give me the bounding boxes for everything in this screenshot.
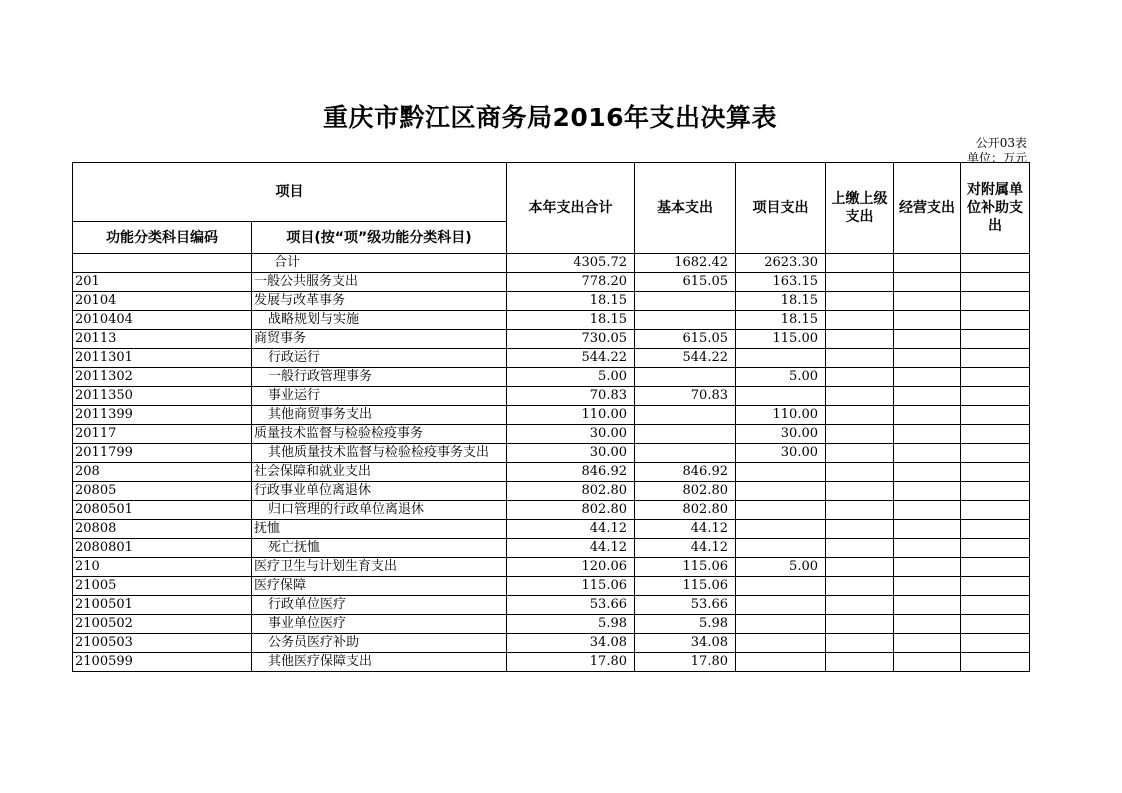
cell-upper <box>826 615 894 634</box>
cell-basic <box>635 406 736 425</box>
cell-total: 70.83 <box>507 387 635 406</box>
table-row <box>73 444 1030 463</box>
cell-upper <box>826 311 894 330</box>
cell-project <box>736 501 826 520</box>
cell-subsidiary <box>961 501 1030 520</box>
cell-project: 30.00 <box>736 425 826 444</box>
cell-name: 死亡抚恤 <box>252 539 507 558</box>
cell-basic <box>635 368 736 387</box>
cell-project: 30.00 <box>736 444 826 463</box>
cell-subsidiary <box>961 406 1030 425</box>
cell-upper <box>826 539 894 558</box>
cell-subsidiary <box>961 387 1030 406</box>
table-row <box>73 330 1030 349</box>
table-row <box>73 501 1030 520</box>
table-row <box>73 463 1030 482</box>
cell-name: 一般公共服务支出 <box>252 273 507 292</box>
cell-total: 5.98 <box>507 615 635 634</box>
cell-total: 44.12 <box>507 539 635 558</box>
table-row <box>73 425 1030 444</box>
cell-project: 5.00 <box>736 558 826 577</box>
cell-code: 2080801 <box>73 539 252 558</box>
page-title: 重庆市黔江区商务局2016年支出决算表 <box>322 103 778 132</box>
cell-name: 社会保障和就业支出 <box>252 463 507 482</box>
cell-business <box>894 577 961 596</box>
cell-basic <box>635 425 736 444</box>
cell-business <box>894 425 961 444</box>
table-row <box>73 520 1030 539</box>
cell-name: 商贸事务 <box>252 330 507 349</box>
cell-total: 802.80 <box>507 501 635 520</box>
table-row <box>73 387 1030 406</box>
header-code: 功能分类科目编码 <box>73 222 252 254</box>
cell-name: 合计 <box>252 254 507 273</box>
cell-total: 18.15 <box>507 311 635 330</box>
cell-upper <box>826 425 894 444</box>
cell-project: 2623.30 <box>736 254 826 273</box>
cell-business <box>894 596 961 615</box>
cell-project <box>736 653 826 672</box>
cell-code: 210 <box>73 558 252 577</box>
cell-basic: 802.80 <box>635 501 736 520</box>
cell-code: 201 <box>73 273 252 292</box>
cell-business <box>894 444 961 463</box>
cell-code: 20805 <box>73 482 252 501</box>
cell-total: 30.00 <box>507 425 635 444</box>
cell-business <box>894 539 961 558</box>
cell-total: 5.00 <box>507 368 635 387</box>
cell-name: 归口管理的行政单位离退休 <box>252 501 507 520</box>
header-business: 经营支出 <box>894 163 961 254</box>
cell-subsidiary <box>961 596 1030 615</box>
cell-basic <box>635 311 736 330</box>
cell-project: 115.00 <box>736 330 826 349</box>
cell-business <box>894 349 961 368</box>
cell-business <box>894 254 961 273</box>
cell-code: 2011799 <box>73 444 252 463</box>
cell-code: 2100599 <box>73 653 252 672</box>
cell-basic <box>635 292 736 311</box>
table-row <box>73 634 1030 653</box>
table-row <box>73 482 1030 501</box>
cell-total: 30.00 <box>507 444 635 463</box>
cell-business <box>894 292 961 311</box>
expenditure-table <box>72 162 1030 672</box>
cell-code <box>73 254 252 273</box>
cell-total: 44.12 <box>507 520 635 539</box>
cell-upper <box>826 463 894 482</box>
cell-upper <box>826 482 894 501</box>
header-item-group: 项目 <box>73 163 507 222</box>
cell-total: 730.05 <box>507 330 635 349</box>
cell-upper <box>826 577 894 596</box>
cell-upper <box>826 368 894 387</box>
cell-business <box>894 463 961 482</box>
cell-code: 2010404 <box>73 311 252 330</box>
cell-project: 18.15 <box>736 292 826 311</box>
cell-name: 战略规划与实施 <box>252 311 507 330</box>
cell-total: 846.92 <box>507 463 635 482</box>
cell-project <box>736 482 826 501</box>
cell-subsidiary <box>961 292 1030 311</box>
cell-total: 34.08 <box>507 634 635 653</box>
cell-business <box>894 273 961 292</box>
cell-project: 5.00 <box>736 368 826 387</box>
cell-code: 2100503 <box>73 634 252 653</box>
cell-total: 53.66 <box>507 596 635 615</box>
table-row <box>73 653 1030 672</box>
table-row <box>73 273 1030 292</box>
table-row <box>73 539 1030 558</box>
cell-code: 20113 <box>73 330 252 349</box>
cell-name: 医疗保障 <box>252 577 507 596</box>
cell-basic: 615.05 <box>635 273 736 292</box>
cell-code: 2100502 <box>73 615 252 634</box>
cell-basic: 1682.42 <box>635 254 736 273</box>
cell-project <box>736 615 826 634</box>
cell-subsidiary <box>961 330 1030 349</box>
cell-total: 778.20 <box>507 273 635 292</box>
cell-business <box>894 634 961 653</box>
cell-upper <box>826 501 894 520</box>
cell-name: 一般行政管理事务 <box>252 368 507 387</box>
header-subsidiary: 对附属单位补助支出 <box>961 163 1030 254</box>
cell-upper <box>826 406 894 425</box>
table-row <box>73 349 1030 368</box>
cell-upper <box>826 444 894 463</box>
cell-total: 4305.72 <box>507 254 635 273</box>
cell-total: 120.06 <box>507 558 635 577</box>
table-row <box>73 615 1030 634</box>
cell-upper <box>826 273 894 292</box>
cell-code: 20117 <box>73 425 252 444</box>
cell-business <box>894 558 961 577</box>
cell-total: 18.15 <box>507 292 635 311</box>
header-project: 项目支出 <box>736 163 826 254</box>
cell-code: 21005 <box>73 577 252 596</box>
cell-code: 2100501 <box>73 596 252 615</box>
cell-project: 163.15 <box>736 273 826 292</box>
header-name: 项目(按“项”级功能分类科目) <box>252 222 507 254</box>
header-total: 本年支出合计 <box>507 163 635 254</box>
cell-upper <box>826 634 894 653</box>
cell-project <box>736 463 826 482</box>
table-row <box>73 311 1030 330</box>
cell-code: 2011302 <box>73 368 252 387</box>
cell-name: 医疗卫生与计划生育支出 <box>252 558 507 577</box>
cell-code: 208 <box>73 463 252 482</box>
cell-total: 802.80 <box>507 482 635 501</box>
cell-name: 其他医疗保障支出 <box>252 653 507 672</box>
cell-subsidiary <box>961 368 1030 387</box>
cell-basic: 846.92 <box>635 463 736 482</box>
cell-upper <box>826 387 894 406</box>
cell-upper <box>826 292 894 311</box>
cell-name: 事业单位医疗 <box>252 615 507 634</box>
table-body <box>73 254 1030 672</box>
cell-subsidiary <box>961 482 1030 501</box>
cell-subsidiary <box>961 425 1030 444</box>
cell-upper <box>826 330 894 349</box>
table-row <box>73 577 1030 596</box>
cell-business <box>894 406 961 425</box>
cell-business <box>894 311 961 330</box>
cell-subsidiary <box>961 577 1030 596</box>
table-row <box>73 254 1030 273</box>
cell-name: 其他商贸事务支出 <box>252 406 507 425</box>
table-row <box>73 558 1030 577</box>
cell-upper <box>826 254 894 273</box>
cell-basic: 44.12 <box>635 539 736 558</box>
cell-total: 115.06 <box>507 577 635 596</box>
unit-label: 单位：万元 <box>966 151 1027 165</box>
cell-subsidiary <box>961 349 1030 368</box>
cell-project: 18.15 <box>736 311 826 330</box>
cell-basic: 53.66 <box>635 596 736 615</box>
header-upper: 上缴上级支出 <box>826 163 894 254</box>
cell-name: 抚恤 <box>252 520 507 539</box>
cell-name: 行政单位医疗 <box>252 596 507 615</box>
cell-business <box>894 501 961 520</box>
cell-subsidiary <box>961 634 1030 653</box>
cell-project: 110.00 <box>736 406 826 425</box>
cell-subsidiary <box>961 311 1030 330</box>
cell-basic <box>635 444 736 463</box>
cell-basic: 70.83 <box>635 387 736 406</box>
cell-basic: 544.22 <box>635 349 736 368</box>
cell-name: 发展与改革事务 <box>252 292 507 311</box>
cell-total: 544.22 <box>507 349 635 368</box>
cell-upper <box>826 558 894 577</box>
cell-code: 20808 <box>73 520 252 539</box>
cell-business <box>894 615 961 634</box>
cell-subsidiary <box>961 520 1030 539</box>
cell-name: 公务员医疗补助 <box>252 634 507 653</box>
cell-business <box>894 368 961 387</box>
table-row <box>73 292 1030 311</box>
table-header <box>73 163 1030 254</box>
cell-name: 行政运行 <box>252 349 507 368</box>
cell-upper <box>826 596 894 615</box>
cell-subsidiary <box>961 254 1030 273</box>
table-row <box>73 406 1030 425</box>
cell-basic: 5.98 <box>635 615 736 634</box>
cell-basic: 802.80 <box>635 482 736 501</box>
cell-upper <box>826 653 894 672</box>
cell-basic: 615.05 <box>635 330 736 349</box>
cell-code: 2011399 <box>73 406 252 425</box>
cell-total: 17.80 <box>507 653 635 672</box>
cell-name: 行政事业单位离退休 <box>252 482 507 501</box>
cell-code: 2080501 <box>73 501 252 520</box>
table-row <box>73 368 1030 387</box>
cell-code: 20104 <box>73 292 252 311</box>
cell-project <box>736 349 826 368</box>
cell-project <box>736 520 826 539</box>
cell-basic: 115.06 <box>635 558 736 577</box>
cell-basic: 34.08 <box>635 634 736 653</box>
cell-upper <box>826 349 894 368</box>
cell-subsidiary <box>961 273 1030 292</box>
cell-subsidiary <box>961 463 1030 482</box>
cell-business <box>894 520 961 539</box>
cell-project <box>736 387 826 406</box>
cell-subsidiary <box>961 653 1030 672</box>
cell-subsidiary <box>961 615 1030 634</box>
cell-basic: 17.80 <box>635 653 736 672</box>
cell-project <box>736 577 826 596</box>
cell-basic: 115.06 <box>635 577 736 596</box>
cell-subsidiary <box>961 558 1030 577</box>
cell-business <box>894 330 961 349</box>
cell-total: 110.00 <box>507 406 635 425</box>
cell-code: 2011301 <box>73 349 252 368</box>
header-basic: 基本支出 <box>635 163 736 254</box>
cell-business <box>894 387 961 406</box>
cell-subsidiary <box>961 539 1030 558</box>
table-row <box>73 596 1030 615</box>
cell-upper <box>826 520 894 539</box>
cell-project <box>736 596 826 615</box>
cell-name: 其他质量技术监督与检验检疫事务支出 <box>252 444 507 463</box>
cell-name: 事业运行 <box>252 387 507 406</box>
cell-name: 质量技术监督与检验检疫事务 <box>252 425 507 444</box>
cell-project <box>736 539 826 558</box>
cell-business <box>894 482 961 501</box>
cell-subsidiary <box>961 444 1030 463</box>
cell-project <box>736 634 826 653</box>
cell-code: 2011350 <box>73 387 252 406</box>
cell-business <box>894 653 961 672</box>
form-number: 公开03表 <box>975 136 1027 150</box>
cell-basic: 44.12 <box>635 520 736 539</box>
